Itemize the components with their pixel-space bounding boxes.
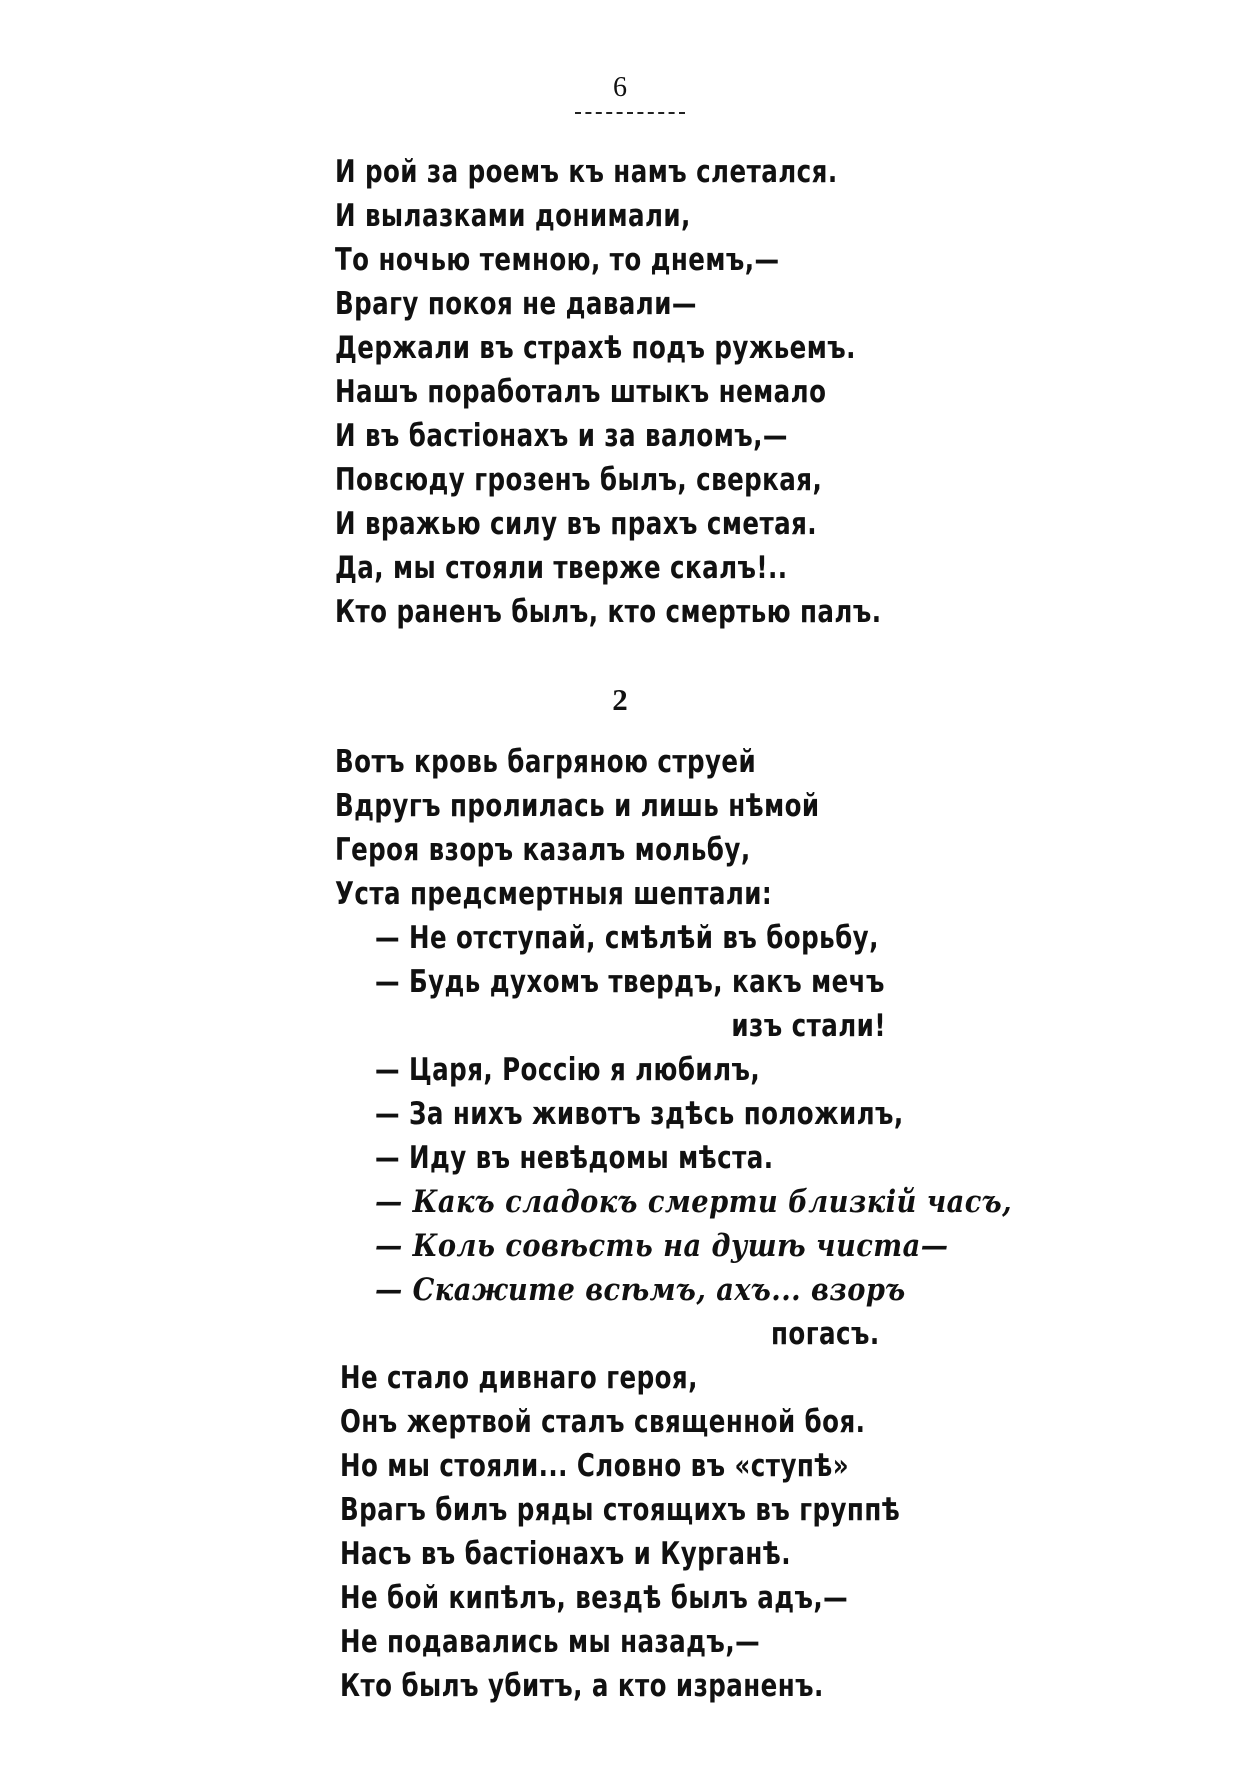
verse-line: То ночью темною, то днемъ,— [335,242,780,278]
stanza-2-speech [375,916,1013,1356]
section-number: 2 [612,682,628,717]
speech-line-italic: — Скажите всѣмъ, ахъ... взоръ [375,1272,906,1308]
speech-line-italic: — Какъ сладокъ смерти близкій часъ, [375,1184,1013,1220]
speech-line: — Не отступай, смѣлѣй въ борьбу, [375,920,879,956]
verse-line: И вылазками донимали, [335,198,691,234]
stanza-2-outro [340,1356,977,1708]
speech-line-continuation: погасъ. [771,1316,880,1352]
verse-line: Кто былъ убитъ, а кто израненъ. [340,1668,824,1704]
verse-line: Вотъ кровь багряною струей [335,744,757,780]
verse-line: Героя взоръ казалъ мольбу, [335,832,751,868]
verse-line: И рой за роемъ къ намъ слетался. [335,154,838,190]
page-number-rule [575,112,685,114]
verse-line: Но мы стояли... Словно въ «ступѣ» [340,1448,850,1484]
verse-line: И вражью силу въ прахъ сметая. [335,506,818,542]
speech-line: — Царя, Россію я любилъ, [375,1052,761,1088]
verse-line: Повсюду грозенъ былъ, сверкая, [335,462,823,498]
verse-line: Держали въ страхѣ подъ ружьемъ. [335,330,856,366]
verse-line: Кто раненъ былъ, кто смертью палъ. [335,594,882,630]
page-number: 6 [613,72,627,103]
verse-line: Уста предсмертныя шептали: [335,876,773,912]
speech-line: — Иду въ невѣдомы мѣста. [375,1140,774,1176]
speech-line: — Будь духомъ твердъ, какъ мечъ [375,964,885,1000]
speech-line-continuation: изъ стали! [731,1008,886,1044]
verse-line: Вдругъ пролилась и лишь нѣмой [335,788,820,824]
verse-line: Да, мы стояли тверже скалъ!.. [335,550,788,586]
speech-line-italic: — Коль совѣсть на душѣ чиста— [375,1228,949,1264]
stanza-2-intro [335,740,886,916]
verse-line: Насъ въ бастіонахъ и Курганѣ. [340,1536,792,1572]
verse-line: Нашъ поработалъ штыкъ немало [335,374,827,410]
verse-line: Не бой кипѣлъ, вездѣ былъ адъ,— [340,1580,849,1616]
stanza-1 [335,150,956,634]
verse-line: Врагу покоя не давали— [335,286,697,322]
verse-line: Онъ жертвой сталъ священной боя. [340,1404,866,1440]
verse-line: И въ бастіонахъ и за валомъ,— [335,418,788,454]
verse-line: Не подавались мы назадъ,— [340,1624,761,1660]
speech-line: — За нихъ животъ здѣсь положилъ, [375,1096,904,1132]
verse-line: Врагъ билъ ряды стоящихъ въ группѣ [340,1492,901,1528]
verse-line: Не стало дивнаго героя, [340,1360,698,1396]
